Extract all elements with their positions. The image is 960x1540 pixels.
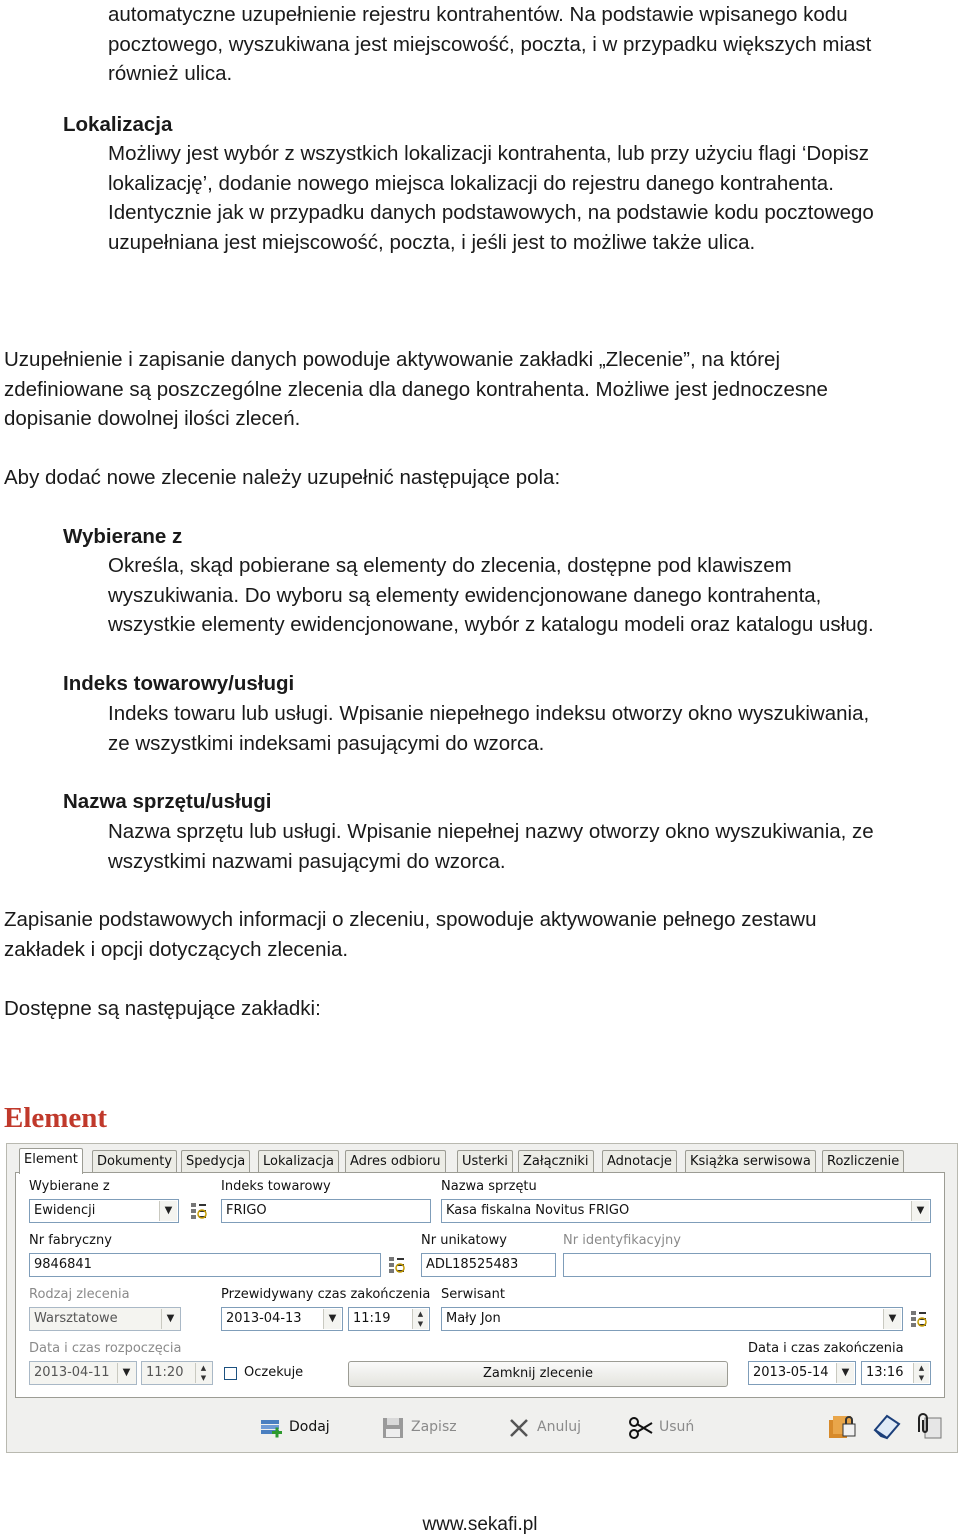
text-line: wszystkimi nazwami pasującymi do wzorca. [108,849,506,873]
przewidywany-date-value: 2013-04-13 [226,1311,302,1326]
tab-usterki[interactable]: Usterki [457,1150,513,1172]
rozpoczecie-date-value: 2013-04-11 [34,1365,110,1380]
text-line: Określa, skąd pobierane są elementy do zlecenia, dostępne pod klawiszem [108,554,792,577]
serwisant-label: Serwisant [441,1287,505,1302]
text-line: ze wszystkimi indeksami pasującymi do wzorca. [108,731,545,755]
text-line: wszystkie elementy ewidencjonowane, wybór z katalogu modeli oraz katalogu usług. [108,613,874,636]
tab-element[interactable]: Element [19,1148,83,1174]
text-line: zdefiniowane są poszczególne zlecenia dla danego kontrahenta. Możliwe jest jednoczesne [4,377,828,401]
oczekuje-checkbox[interactable] [224,1367,237,1380]
lokalizacja-paragraph [108,139,958,257]
text-line: Indeks towaru lub usługi. Wpisanie niepełnego indeksu otworzy okno wyszukiwania, [108,702,870,725]
eraser-icon[interactable] [869,1410,903,1442]
nr-identyfikacyjny-label: Nr identyfikacyjny [563,1233,681,1248]
nazwa-heading: Nazwa sprzętu/usługi [63,790,272,813]
nr-identyfikacyjny-input[interactable] [563,1253,931,1277]
data-czas-date-value: 2013-05-14 [753,1365,829,1380]
text-line: uzupełniana jest miejscowość, poczta, i jeśli jest to możliwe także ulica. [108,230,756,254]
add-records-icon [257,1414,285,1442]
lokalizacja-heading: Lokalizacja [63,113,173,136]
floppy-disk-icon [379,1414,407,1442]
text-line: również ulica. [108,62,233,85]
tab-ksiazka-serwisowa[interactable]: Książka serwisowa [685,1150,816,1172]
anuluj-button[interactable] [505,1414,595,1442]
indeks-paragraph [108,699,958,758]
tab-lokalizacja[interactable]: Lokalizacja [258,1150,339,1172]
text-line: zakładek i opcji dotyczących zlecenia. [4,937,349,961]
chevron-down-icon[interactable]: ▼ [911,1201,929,1221]
zapisz-label: Zapisz [411,1419,457,1435]
pola-paragraph: Aby dodać nowe zlecenie należy uzupełnić następujące pola: [4,466,561,489]
nazwa-paragraph [108,817,958,876]
data-czas-time-value: 13:16 [866,1365,904,1380]
indeks-heading: Indeks towarowy/usługi [63,672,295,695]
serwisant-select[interactable] [441,1307,903,1331]
nr-fabryczny-input[interactable]: 9846841 [29,1253,381,1277]
rodzaj-label: Rodzaj zlecenia [29,1287,130,1302]
order-element-window [6,1143,958,1453]
przewidywany-time-input[interactable] [348,1307,430,1331]
text-line: Uzupełnienie i zapisanie danych powoduje aktywowanie zakładki „Zlecenie”, na której [4,348,781,371]
serwisant-value: Mały Jon [446,1311,501,1326]
indeks-input[interactable]: FRIGO [221,1199,431,1223]
text-line: dopisanie dowolnej ilości zleceń. [4,407,301,430]
zamknij-zlecenie-button[interactable]: Zamknij zlecenie [348,1361,728,1387]
tab-dokumenty[interactable]: Dokumenty [92,1150,177,1172]
przewidywany-time-value: 11:19 [353,1311,391,1326]
nr-unikatowy-input[interactable]: ADL18525483 [421,1253,556,1277]
zakladki-paragraph: Dostępne są następujące zakładki: [4,997,321,1020]
chevron-down-icon[interactable]: ▼ [323,1309,341,1329]
usun-label: Usuń [659,1419,695,1435]
tab-zalaczniki[interactable]: Załączniki [518,1150,594,1172]
nazwa-value: Kasa fiskalna Novitus FRIGO [446,1203,630,1218]
paperclip-icon[interactable] [911,1410,945,1442]
text-line: Nazwa sprzętu lub usługi. Wpisanie niepełnej nazwy otworzy okno wyszukiwania, ze [108,820,874,843]
data-czas-date-input[interactable] [748,1361,856,1385]
spinner-icon[interactable]: ▲ ▼ [195,1363,211,1383]
nazwa-label: Nazwa sprzętu [441,1179,537,1194]
rozpoczecie-time-value: 11:20 [146,1365,184,1380]
zapisz-button[interactable] [379,1414,469,1442]
usun-button[interactable] [627,1414,717,1442]
wybierane-paragraph [108,551,958,640]
tab-spedycja[interactable]: Spedycja [181,1150,250,1172]
tree-lookup-icon[interactable] [190,1201,208,1221]
chevron-down-icon[interactable]: ▼ [159,1201,177,1221]
tree-lookup-icon[interactable] [910,1309,928,1329]
przewidywany-label: Przewidywany czas zakończenia [221,1287,431,1302]
text-line: Identycznie jak w przypadku danych podstawowych, na podstawie kodu pocztowego [108,201,874,224]
wybierane-label: Wybierane z [29,1179,110,1194]
wybierane-select[interactable] [29,1199,179,1223]
nr-unikatowy-label: Nr unikatowy [421,1233,507,1248]
rozpoczecie-time-input[interactable] [141,1361,213,1385]
chevron-down-icon[interactable]: ▼ [117,1363,135,1383]
dodaj-button[interactable] [257,1414,347,1442]
wybierane-value: Ewidencji [34,1203,96,1218]
element-section-heading: Element [4,1102,108,1134]
nazwa-select[interactable] [441,1199,931,1223]
text-line: wyszukiwania. Do wyboru są elementy ewidencjonowane danego kontrahenta, [108,583,822,607]
nr-fabryczny-label: Nr fabryczny [29,1233,112,1248]
text-line: Zapisanie podstawowych informacji o zleceniu, spowoduje aktywowanie pełnego zestawu [4,908,817,931]
rodzaj-value: Warsztatowe [34,1311,118,1326]
rozpoczecie-label: Data i czas rozpoczęcia [29,1341,182,1356]
zapisanie-paragraph [4,905,954,964]
text-line: pocztowego, wyszukiwana jest miejscowość, poczta, i w przypadku większych miast [108,32,872,56]
wybierane-heading: Wybierane z [63,525,183,548]
tree-lookup-icon[interactable] [388,1255,406,1275]
element-panel [15,1172,945,1398]
tab-adres-odbioru[interactable]: Adres odbioru [345,1150,446,1172]
chevron-down-icon[interactable]: ▼ [161,1309,179,1329]
intro-paragraph [108,0,958,89]
text-line: Możliwy jest wybór z wszystkich lokalizacji kontrahenta, lub przy użyciu flagi ‘Dopisz [108,142,870,165]
data-czas-label: Data i czas zakończenia [748,1341,904,1356]
chevron-down-icon[interactable]: ▼ [836,1363,854,1383]
rozpoczecie-date-input[interactable] [29,1361,137,1385]
dodaj-label: Dodaj [289,1419,330,1435]
indeks-label: Indeks towarowy [221,1179,331,1194]
tab-rozliczenie[interactable]: Rozliczenie [822,1150,904,1172]
zlecenie-paragraph [4,345,954,434]
anuluj-label: Anuluj [537,1419,581,1435]
x-cancel-icon [505,1414,533,1442]
spinner-icon[interactable]: ▲ ▼ [913,1363,929,1383]
data-czas-time-input[interactable] [861,1361,931,1385]
tab-adnotacje[interactable]: Adnotacje [602,1150,677,1172]
text-line: automatyczne uzupełnienie rejestru kontrahentów. Na podstawie wpisanego kodu [108,3,848,26]
documents-lock-icon[interactable] [825,1410,859,1442]
chevron-down-icon[interactable]: ▼ [883,1309,901,1329]
rodzaj-select[interactable] [29,1307,181,1331]
oczekuje-label: Oczekuje [244,1365,304,1380]
spinner-icon[interactable]: ▲ ▼ [412,1309,428,1329]
footer-url: www.sekafi.pl [422,1514,538,1535]
przewidywany-date-input[interactable] [221,1307,343,1331]
scissors-icon [627,1414,655,1442]
text-line: lokalizację’, dodanie nowego miejsca lokalizacji do rejestru danego kontrahenta. [108,171,834,195]
